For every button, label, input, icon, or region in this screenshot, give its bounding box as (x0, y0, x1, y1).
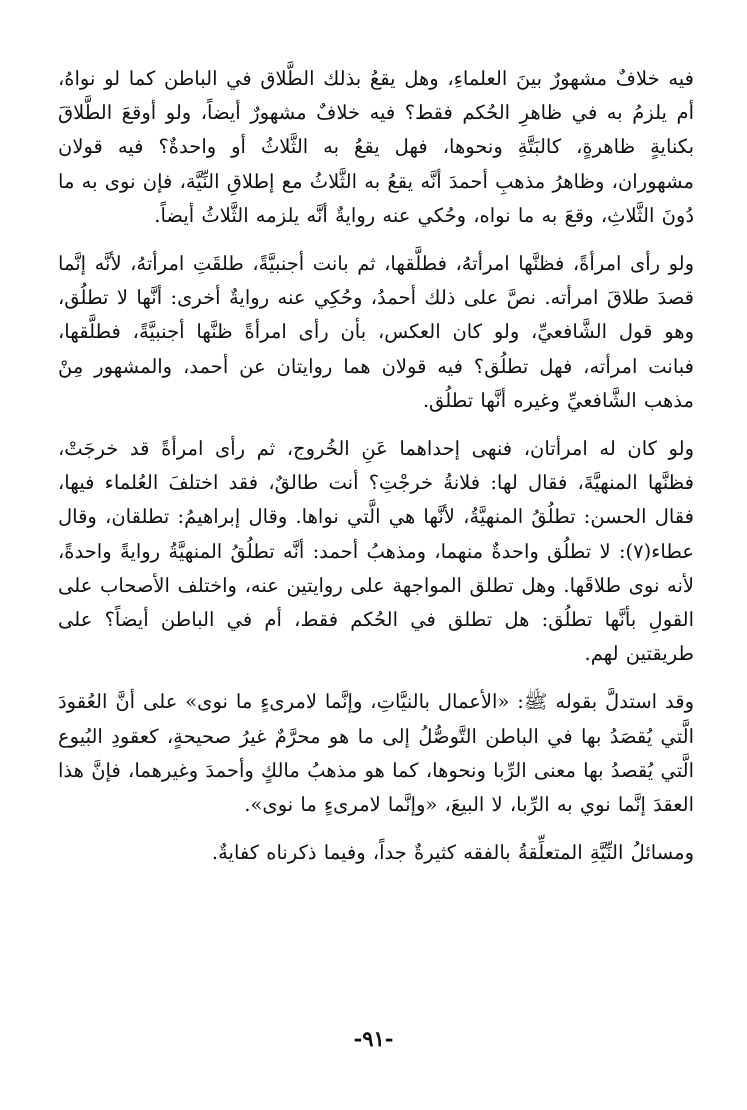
page-body (58, 62, 694, 884)
paragraph-4: وقد استدلَّ بقوله ﷺ: «الأعمال بالنيَّاتِ، وإنَّما لامرىءٍ ما نوى» على أنَّ العُقودَ الَّتي يُقصَدُ بها في الباطن التَّوصُّلُ إلى ما هو محرَّمٌ غيرُ صحيحةٍ، كعقودِ البُيوع الَّتي يُقصدُ بها معنى الرِّبا ونحوها، كما هو مذهبُ مالكٍ وأحمدَ وغيرهما، فإنَّ هذا العقدَ إنَّما نوي به الرِّبا، لا البيعَ، «وإنَّما لامرىءٍ ما نوى». (58, 690, 694, 817)
paragraph-3: ولو كان له امرأتان، فنهى إحداهما عَنِ الخُروج، ثم رأى امرأةً قد خرجَتْ، فظنَّها المنهيَّةَ، فقال لها: فلانةُ خرجْتِ؟ أنت طالقٌ، فقد اختلفَ العُلماء فيها، فقال الحسن: تطلُقُ المنهيَّةُ، لأنَّها هي الَّتي نواها. وقال إبراهيمُ: تطلقان، وقال عطاء(٧): لا تطلُق واحدةٌ منهما، ومذهبُ أحمد: أنَّه تطلُقُ المنهيَّةُ روايةً واحدةً، لأنه نوى طلاقَها. وهل تطلق المواجهة على روايتين عنه، واختلف الأصحاب على القولِ بأنَّها تطلُق: هل تطلق في الحُكم فقط، أم في الباطن أيضاً؟ على طريقتين لهم. (58, 437, 694, 666)
page-number: -٩١- (353, 1026, 394, 1051)
paragraph-1: فيه خلافٌ مشهورٌ بينَ العلماءِ، وهل يقعُ بذلك الطَّلاق في الباطن كما لو نواهُ، أم يلزمُ به في ظاهرِ الحُكم فقط؟ فيه خلافٌ مشهورٌ أيضاً، ولو أوقعَ الطَّلاقَ بكنايةٍ ظاهرةٍ، كالبَتَّةِ ونحوها، فهل يقعُ به الثَّلاثُ أو واحدةٌ؟ فيه قولان مشهوران، وظاهرُ مذهبِ أحمدَ أنَّه يقعُ به الثَّلاثُ مع إطلاقِ النِّيَّة، فإن نوى به ما دُونَ الثَّلاثِ، وقعَ به ما نواه، وحُكي عنه روايةٌ أنَّه يلزمه الثَّلاثُ أيضاً. (58, 67, 694, 227)
paragraph-2: ولو رأى امرأةً، فظنَّها امرأتهُ، فطلَّقها، ثم بانت أجنبيَّةً، طلقَتِ امرأتهُ، لأنَّه إنَّما قصدَ طلاقَ امرأته. نصَّ على ذلك أحمدُ، وحُكِي عنه روايةٌ أخرى: أنَّها لا تطلُق، وهو قول الشَّافعيِّ، ولو كان العكس، بأن رأى امرأةً ظنَّها أجنبيَّةً، فطلَّقها، فبانت امرأته، فهل تطلُق؟ فيه قولان هما روايتان عن أحمد، والمشهور مِنْ مذهب الشَّافعيِّ وغيره أنَّها تطلُق. (58, 252, 694, 412)
paragraph-5: ومسائلُ النِّيَّةِ المتعلِّقةُ بالفقه كثيرةٌ جداً، وفيما ذكرناه كفايةٌ. (211, 841, 694, 865)
